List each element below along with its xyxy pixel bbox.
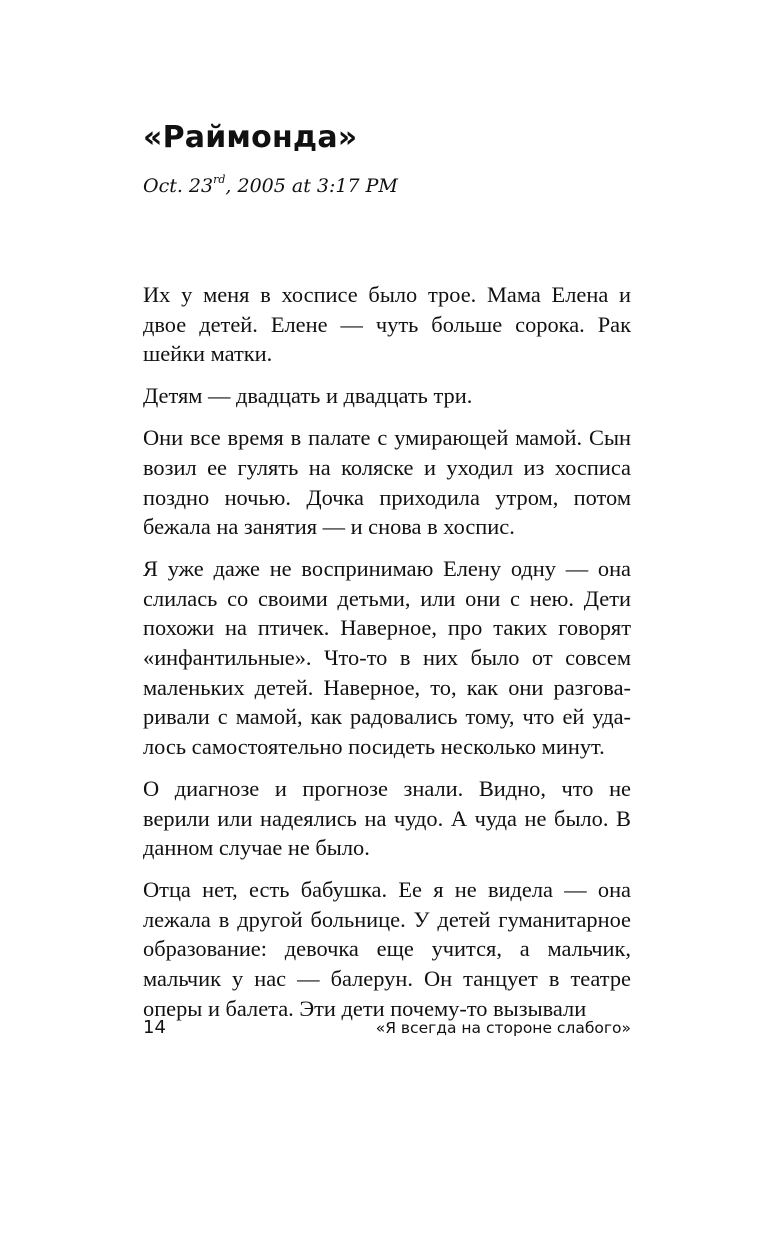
paragraph: Я уже даже не воспринимаю Елену одну — она слилась со своими детьми, или они с нею. Дети похожи на птичек. Наверное, про таких говорят «инфантильные». Что-то в них было от совсем маленьких детей. Наверное, то, как они разговаривали с мамой, как радовались тому, что ей удалось самостоятельно посидеть несколько минут. — [143, 556, 631, 759]
paragraph: Детям — двадцать и двадцать три. — [143, 383, 473, 409]
page-number: 14 — [143, 1017, 166, 1038]
date-prefix: Oct. 23 — [143, 175, 214, 197]
date-suffix: , 2005 at 3:17 PM — [225, 175, 398, 197]
paragraph: Они все время в палате с умирающей мамой. Сын возил ее гулять на коляске и уходил из хосписа поздно ночью. Дочка приходила утром, потом бежала на занятия — и снова в хоспис. — [143, 425, 631, 540]
paragraph: О диагнозе и прогнозе знали. Видно, что не верили или надеялись на чудо. А чуда не было. В данном случае не было. — [143, 775, 631, 861]
paragraph: Их у меня в хосписе было трое. Мама Елена и двое детей. Елене — чуть больше сорока. Рак шейки матки. — [143, 282, 631, 367]
paragraph: Отца нет, есть бабушка. Ее я не видела — она лежала в другой больнице. У детей гуманитарное образование: девочка еще учится, а мальчик, мальчик у нас — балерун. Он танцует в театре оперы и балета. Эти дети почему-то вызывали — [143, 877, 631, 1021]
page-footer — [143, 1016, 631, 1040]
body-text — [143, 280, 631, 1036]
running-title: «Я всегда на стороне слабого» — [375, 1019, 631, 1037]
chapter-date — [143, 172, 398, 200]
chapter-title: «Раймонда» — [143, 120, 358, 155]
date-superscript: rd — [213, 172, 226, 186]
